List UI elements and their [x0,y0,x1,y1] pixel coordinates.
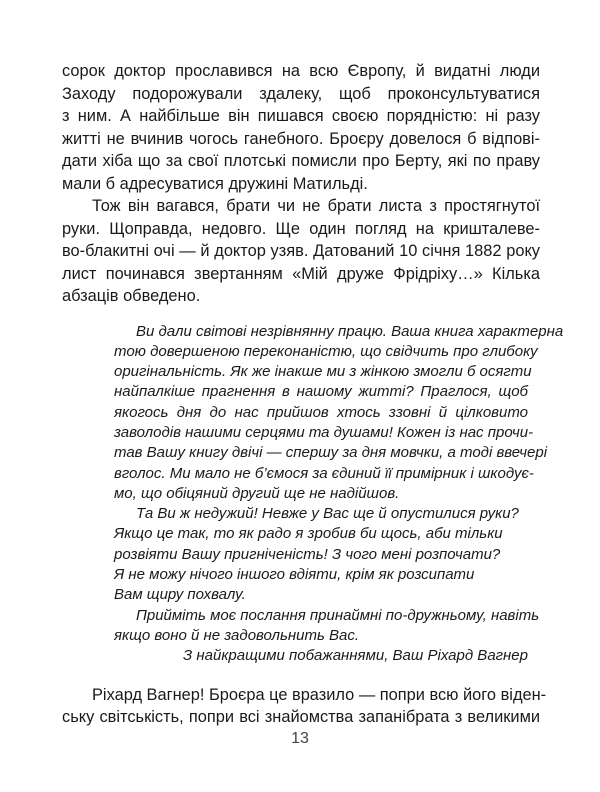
text-line: абзаців обведено. [62,287,201,305]
text-line: ську світськість, попри всі знайомства запанібрата з великими [62,708,540,727]
page-number: 13 [291,730,309,747]
letter-line: Ви дали світові незрівнянну працю. Ваша книга характерна [136,322,564,340]
letter-paragraph-1 [114,322,564,505]
text-line: лист починався звертанням «Мій друже Фрідріху…» Кілька [62,264,540,283]
quoted-letter [114,322,564,667]
text-line: Ріхард Вагнер! Броєра це вразило — попри всю його віден- [92,685,547,704]
text-line: руки. Щоправда, недовго. Ще один погляд на кришталеве- [62,219,540,238]
page-body [62,60,564,729]
letter-line: якщо воно й не задовольнить Вас. [114,626,360,644]
letter-signature: З найкращими побажаннями, Ваш Ріхард Вагнер [183,647,528,665]
text-line: житті не вчинив чогось ганебного. Броєру довелося б відпові- [62,129,540,148]
letter-paragraph-2 [114,504,528,605]
letter-line: Прийміть моє послання принаймні по-дружньому, навіть [136,606,540,624]
letter-line: тою довершеною переконаністю, що свідчить про глибоку [114,342,538,360]
text-line: мали б адресуватися дружині Матильді. [62,174,368,193]
letter-line: якогось дня до нас прийшов хтось ззовні й цілковито [114,403,528,421]
text-line: дати хіба що за свої плотські помисли про Берту, які по праву [62,152,540,170]
text-line: сорок доктор прославився на всю Європу, й видатні люди [62,62,540,80]
letter-line: Та Ви ж недужий! Невже у Вас ще й опустилися руки? [136,505,519,523]
letter-line: заволодів нашими серцями та душами! Кожен із нас прочи- [114,423,534,441]
letter-line: вголос. Ми мало не б’ємося за єдиний її примірник і шкодує- [114,464,534,482]
letter-line: оригінальність. Як же інакше ми з жінкою змогли б осягти [114,363,532,381]
paragraph-3 [62,684,547,729]
text-line: во-блакитні очі — й доктор узяв. Датований 10 січня 1882 року [62,242,540,260]
letter-line: мо, що обіцяний другий ще не надійшов. [114,484,400,502]
letter-line: Я не можу нічого іншого вдіяти, крім як розсипати [114,566,475,584]
letter-line: найпалкіше прагнення в нашому житті? Праглося, щоб [114,383,528,401]
letter-line: Якщо це так, то як радо я зробив би щось, аби тільки [114,525,503,543]
paragraph-1 [62,60,540,195]
text-line: Тож він вагався, брати чи не брати листа з простягнутої [92,197,540,215]
letter-line: тав Вашу книгу двічі — спершу за дня мовчки, а тоді ввечері [114,444,548,462]
letter-line: Вам щиру похвалу. [114,586,246,604]
text-line: з ним. А найбільше він пишався своєю порядністю: ні разу [62,107,540,125]
letter-paragraph-3 [114,606,540,647]
paragraph-2 [62,195,540,308]
text-line: Заходу подорожували здалеку, щоб проконсультуватися [62,84,540,103]
letter-line: розвіяти Вашу пригніченість! З чого мені розпочати? [114,545,501,563]
